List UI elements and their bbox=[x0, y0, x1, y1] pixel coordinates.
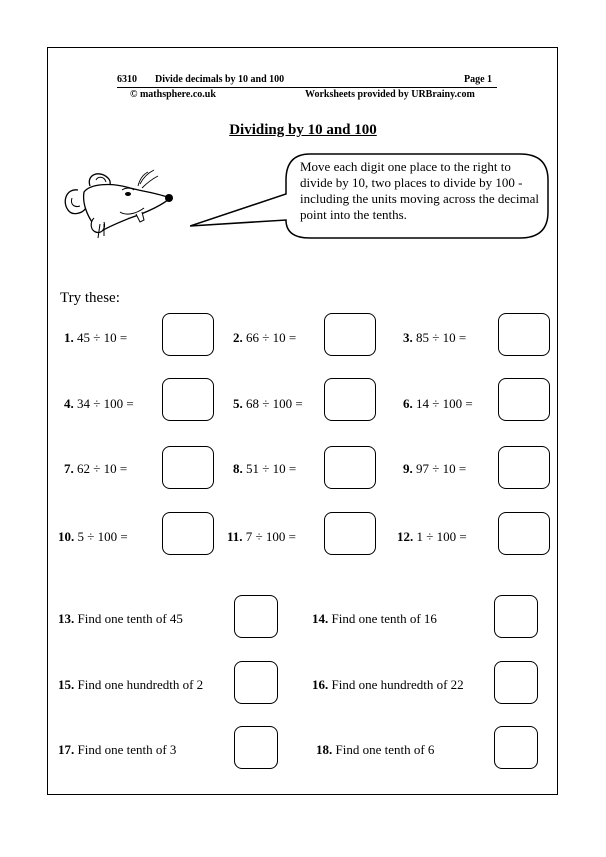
question-number: 3. bbox=[403, 330, 413, 345]
question-9 bbox=[403, 461, 466, 477]
question-number: 11. bbox=[227, 529, 243, 544]
question-text: Find one hundredth of 22 bbox=[331, 677, 464, 692]
question-2 bbox=[233, 330, 296, 346]
question-10 bbox=[58, 529, 128, 545]
question-text: Find one tenth of 45 bbox=[77, 611, 183, 626]
answer-box-9[interactable] bbox=[498, 446, 550, 489]
question-number: 17. bbox=[58, 742, 75, 757]
question-text: Find one tenth of 3 bbox=[77, 742, 177, 757]
answer-box-6[interactable] bbox=[498, 378, 550, 421]
question-5 bbox=[233, 396, 303, 412]
page-number: Page 1 bbox=[464, 74, 493, 85]
answer-box-14[interactable] bbox=[494, 595, 538, 638]
try-label: Try these: bbox=[60, 290, 120, 306]
question-text: 1 ÷ 100 = bbox=[416, 529, 467, 544]
question-6 bbox=[403, 396, 473, 412]
question-number: 14. bbox=[312, 611, 329, 626]
question-4 bbox=[64, 396, 134, 412]
provider-text: Worksheets provided by URBrainy.com bbox=[305, 89, 475, 100]
question-11 bbox=[227, 529, 296, 545]
question-number: 5. bbox=[233, 396, 243, 411]
question-text: 68 ÷ 100 = bbox=[246, 396, 303, 411]
question-text: 5 ÷ 100 = bbox=[77, 529, 128, 544]
answer-box-15[interactable] bbox=[234, 661, 278, 704]
answer-box-11[interactable] bbox=[324, 512, 376, 555]
question-number: 13. bbox=[58, 611, 75, 626]
answer-box-4[interactable] bbox=[162, 378, 214, 421]
mouse-illustration bbox=[60, 168, 180, 248]
question-1 bbox=[64, 330, 127, 346]
question-18 bbox=[316, 742, 434, 758]
answer-box-1[interactable] bbox=[162, 313, 214, 356]
question-15 bbox=[58, 677, 203, 693]
instructions-text: Move each digit one place to the right to divide by 10, two places to divide by 100 - including the units moving across the decimal point into the tenths. bbox=[300, 159, 540, 222]
answer-box-7[interactable] bbox=[162, 446, 214, 489]
question-13 bbox=[58, 611, 183, 627]
question-number: 2. bbox=[233, 330, 243, 345]
question-number: 18. bbox=[316, 742, 333, 757]
question-number: 4. bbox=[64, 396, 74, 411]
question-number: 8. bbox=[233, 461, 243, 476]
question-text: 34 ÷ 100 = bbox=[77, 396, 134, 411]
answer-box-12[interactable] bbox=[498, 512, 550, 555]
question-14 bbox=[312, 611, 437, 627]
answer-box-10[interactable] bbox=[162, 512, 214, 555]
question-3 bbox=[403, 330, 466, 346]
question-number: 12. bbox=[397, 529, 414, 544]
question-text: 45 ÷ 10 = bbox=[77, 330, 128, 345]
answer-box-8[interactable] bbox=[324, 446, 376, 489]
question-text: 97 ÷ 10 = bbox=[416, 461, 467, 476]
page-title: Dividing by 10 and 100 bbox=[229, 122, 377, 138]
answer-box-16[interactable] bbox=[494, 661, 538, 704]
question-number: 10. bbox=[58, 529, 75, 544]
answer-box-5[interactable] bbox=[324, 378, 376, 421]
question-text: 14 ÷ 100 = bbox=[416, 396, 473, 411]
answer-box-13[interactable] bbox=[234, 595, 278, 638]
question-number: 9. bbox=[403, 461, 413, 476]
answer-box-18[interactable] bbox=[494, 726, 538, 769]
question-number: 7. bbox=[64, 461, 74, 476]
question-text: 85 ÷ 10 = bbox=[416, 330, 467, 345]
answer-box-3[interactable] bbox=[498, 313, 550, 356]
worksheet-topic: Divide decimals by 10 and 100 bbox=[155, 74, 285, 85]
question-text: 51 ÷ 10 = bbox=[246, 461, 297, 476]
question-number: 6. bbox=[403, 396, 413, 411]
question-8 bbox=[233, 461, 296, 477]
question-text: Find one tenth of 16 bbox=[331, 611, 437, 626]
question-number: 16. bbox=[312, 677, 329, 692]
question-number: 15. bbox=[58, 677, 75, 692]
copyright-text: © mathsphere.co.uk bbox=[130, 89, 216, 100]
question-text: Find one hundredth of 2 bbox=[77, 677, 204, 692]
question-text: 7 ÷ 100 = bbox=[245, 529, 297, 544]
worksheet-code: 6310 bbox=[117, 74, 137, 85]
question-16 bbox=[312, 677, 464, 693]
header-rule bbox=[117, 87, 497, 88]
question-17 bbox=[58, 742, 176, 758]
question-text: Find one tenth of 6 bbox=[335, 742, 435, 757]
question-text: 66 ÷ 10 = bbox=[246, 330, 297, 345]
question-12 bbox=[397, 529, 467, 545]
question-number: 1. bbox=[64, 330, 74, 345]
answer-box-2[interactable] bbox=[324, 313, 376, 356]
answer-box-17[interactable] bbox=[234, 726, 278, 769]
question-7 bbox=[64, 461, 127, 477]
question-text: 62 ÷ 10 = bbox=[77, 461, 128, 476]
